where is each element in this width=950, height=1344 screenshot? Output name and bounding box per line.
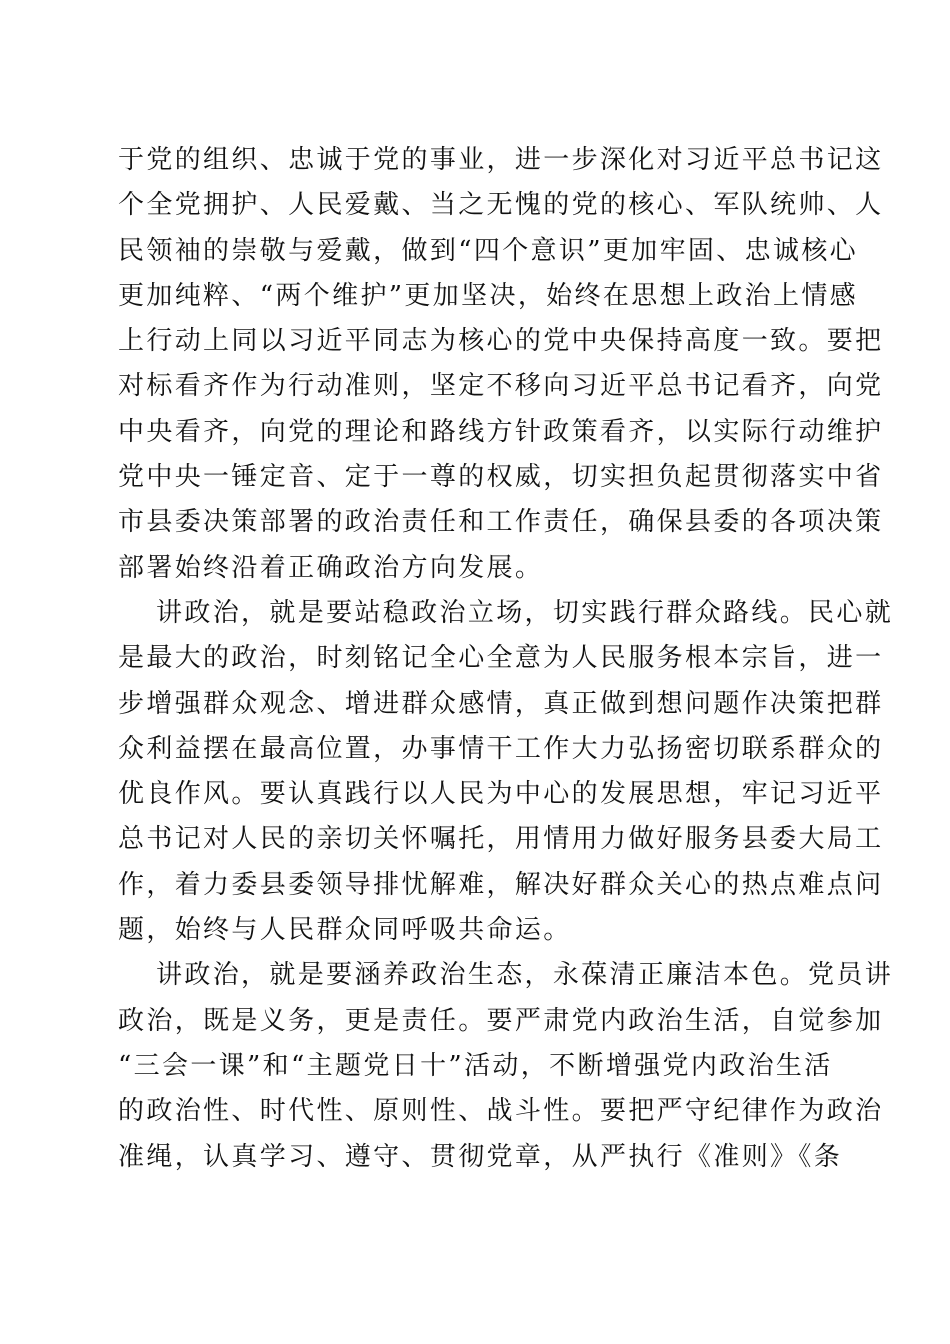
text-line: 的政治性、时代性、原则性、战斗性。要把严守纪律作为政治 xyxy=(118,1096,884,1127)
text-line: 作，着力委县委领导排忧解难，解决好群众关心的热点难点问 xyxy=(118,869,884,900)
text-line: 更加纯粹、“两个维护”更加坚决，始终在思想上政治上情感 xyxy=(118,280,859,311)
text-line: 步增强群众观念、增进群众感情，真正做到想问题作决策把群 xyxy=(118,688,884,719)
text-line: 对标看齐作为行动准则，坚定不移向习近平总书记看齐，向党 xyxy=(118,371,884,402)
text-line: 准绳，认真学习、遵守、贯彻党章，从严执行《准则》《条 xyxy=(118,1141,843,1172)
text-line: 中央看齐，向党的理论和路线方针政策看齐，以实际行动维护 xyxy=(118,416,884,447)
text-line: 市县委决策部署的政治责任和工作责任，确保县委的各项决策 xyxy=(118,507,884,538)
text-line: 众利益摆在最高位置，办事情干工作大力弘扬密切联系群众的 xyxy=(118,733,884,764)
text-line: 政治，既是义务，更是责任。要严肃党内政治生活，自觉参加 xyxy=(118,1005,884,1036)
text-line: 优良作风。要认真践行以人民为中心的发展思想，牢记习近平 xyxy=(118,779,884,810)
text-line: 于党的组织、忠诚于党的事业，进一步深化对习近平总书记这 xyxy=(118,145,884,175)
body-text xyxy=(118,138,894,1180)
text-line: 是最大的政治，时刻铭记全心全意为人民服务根本宗旨，进一 xyxy=(118,643,884,674)
text-line: 个全党拥护、人民爱戴、当之无愧的党的核心、军队统帅、人 xyxy=(118,190,884,221)
text-line: 总书记对人民的亲切关怀嘱托，用情用力做好服务县委大局工 xyxy=(118,824,884,855)
paragraph-first-line: 讲政治，就是要站稳政治立场，切实践行群众路线。民心就 xyxy=(156,597,894,628)
text-line: 题，始终与人民群众同呼吸共命运。 xyxy=(118,915,572,946)
text-line: 部署始终沿着正确政治方向发展。 xyxy=(118,552,544,583)
paragraph-first-line: 讲政治，就是要涵养政治生态，永葆清正廉洁本色。党员讲 xyxy=(156,960,894,991)
text-line: 上行动上同以习近平同志为核心的党中央保持高度一致。要把 xyxy=(118,326,884,357)
text-line: “三会一课”和“主题党日十”活动，不断增强党内政治生活 xyxy=(118,1050,833,1081)
text-line: 党中央一锤定音、定于一尊的权威，切实担负起贯彻落实中省 xyxy=(118,462,884,493)
text-line: 民领袖的崇敬与爱戴，做到“四个意识”更加牢固、忠诚核心 xyxy=(118,235,859,266)
